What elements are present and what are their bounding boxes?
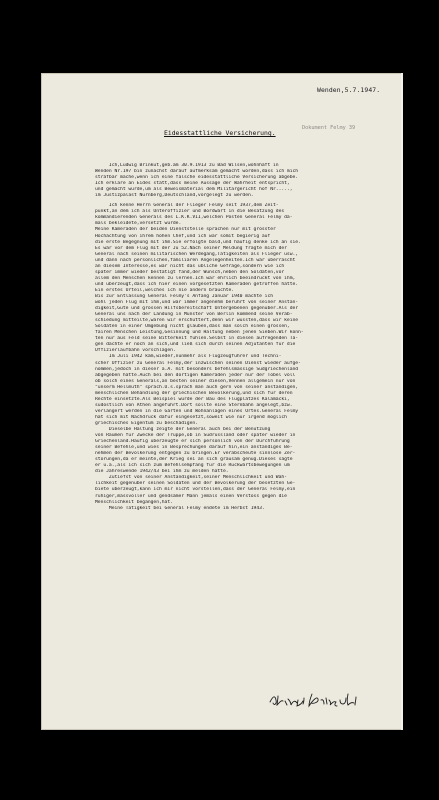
text-line: biete überzeugt,kann ich mir nicht vorstellen,dass der General Felmy,ein — [95, 487, 296, 493]
text-line: kommandierenden Generals des L.K.K.VII,welchen Posten General Felmy da- — [95, 215, 293, 221]
text-line: Menschlichkeit begangen,hat. — [95, 499, 173, 505]
text-line: er u.a.,als ich sich zum Befehlsempfang für die Rückwärtsbewegungen um — [95, 463, 290, 469]
text-line: gen dachte er noch an sich,und ließ sich durch seinen Adjutanten für die — [95, 342, 296, 348]
text-line: ten nur aus Feld seine Bitterkeit fühlen.Selbst in diesen aufregenden Ta- — [95, 336, 299, 342]
document-page — [41, 73, 403, 730]
text-line: an diesem Interesse,es war nicht das übliche Gefrage,sondern wie ich — [95, 263, 285, 269]
document-number-stamp: Dokument Felmy 39 — [302, 125, 356, 131]
text-line: Offizierlaufbahn vorschlagen. — [95, 348, 176, 354]
text-line: Hochachtung von ihrem hohen Chef,und ich war somit begierig auf — [95, 233, 271, 239]
text-line: im Justizpalast Nürnberg,Deutschland,vorgelegt zu werden. — [95, 193, 254, 199]
text-line: Es war vor dem Flug mit der Ju 52.Nach seiner Meldung fragte mich der — [95, 245, 287, 251]
text-line: und überzeugt,dass ich hier einen vorgesetzten Kameraden getroffen hatte. — [95, 281, 299, 287]
text-line: und dann nach persönlichen,familiären Angelegenheiten.Ich war überrascht — [95, 257, 296, 263]
declaration-body-text — [95, 163, 393, 512]
text-line: später immer wieder bestätigt fand,der Wunsch,neben den Soldaten,vor — [95, 269, 285, 275]
text-line: Im Juli 1942 kam,wieder,nunmehr als Flugzeugführer und Techni- — [95, 354, 282, 360]
text-line: Griechenland.Häufig überzeugte er sich persönlich von der Durchführung — [95, 439, 290, 445]
text-line: punkt,an dem ich als Unteroffizier und Bordwart in die Besatzung des — [95, 209, 285, 215]
text-line: General nach seinen militärischen Werdegang,Tätigkeiten als Flieger usw., — [95, 251, 299, 257]
text-line: mals bekleidete,versetzt wurde. — [95, 221, 182, 227]
text-line: Ich kenne Herrn General der Flieger Felmy seit 1937,dem Zeit- — [95, 203, 279, 209]
text-line: von Räumen für Zwecke der Truppe,ob in Südrussland oder später wieder in — [95, 433, 296, 439]
text-line: Ich,Ludwig Brinkut,geb.am 30.9.1913 zu Bad Wilsen,wohnhaft in — [95, 163, 279, 168]
place-date: Wenden,5.7.1947. — [317, 86, 381, 94]
text-line: verlängert werden in die Gärten und Wohnanlagen eines Ortes.General Felmy — [95, 408, 299, 414]
text-line: Zutiefst von seiner Anständigkeit,seiner Menschlichkeit und Wah- — [95, 475, 287, 481]
text-line: südöstlich von Athen angeführt.Dort sollte eine Sternbahn angelegt,bzw. — [95, 402, 293, 408]
text-line: Meine Kameraden der beiden Dienststelle sprachen nur mit grösster — [95, 227, 276, 233]
text-line: seiner Befehle,und wies in Besprechungen darauf hin,ein anständiges Be- — [95, 445, 293, 451]
page-edge — [401, 73, 403, 730]
text-line: Dieselbe Haltung zeigte der General auch bei der Benutzung — [95, 427, 271, 433]
text-line: lichkeit gegenüber seinen Soldaten und der Bevölkerung der besetzten Ge- — [95, 481, 296, 487]
text-line: Rechte einsetzte.Als Beispiel wurde der Bau des Flugplatzes Kalamacki, — [95, 396, 290, 402]
text-line: allem den Menschen kennen zu lernen.Ich war ehrlich beeindruckt von ihm, — [95, 275, 296, 281]
document-title: Eidesstattliche Versicherung. — [164, 129, 276, 137]
text-line: und gemacht wurde,um als Beweismaterial dem Militärgericht hof Nr....., — [95, 187, 293, 193]
text-line: nommen,jedoch in dieser a.A. mit besonders befehlsmässige Südgriechenland — [95, 366, 299, 372]
text-line: ruhiger,massvoller und gendsamer Mann jemals einen Verstoss gegen die — [95, 493, 287, 499]
text-line: fairen Menschen Leistung,Gesinnung und Haltung neben jenen Sieben.Wir konn- — [95, 330, 304, 336]
text-line: wohl jeden Flug mit ihm,und war immer angenehm berührt von seiner Anstän- — [95, 300, 299, 306]
text-line: digkeit,Güte und grossen Hilfsbereitschaft Untergebenen gegenüber.Als der — [95, 306, 299, 312]
handwritten-signature — [266, 688, 371, 710]
text-line: ob solch eines Generals,an besten seiner diesen,Vennen allgemein nur von — [95, 378, 296, 384]
text-line: störungen,da er meinte,der Krieg sei an sich grausam genug.Dieses sagte — [95, 457, 293, 463]
text-line: Ich erkläre an Eides statt,dass meine Aussage der Wahrheit entspricht, — [95, 181, 290, 187]
text-line: scher Offizier zu General Felmy,der inzwischen seinen Dienst wieder aufge- — [95, 360, 301, 366]
text-line: die Jahreswende 1942/43 bei ihm zu melden hatte. — [95, 469, 229, 475]
text-line: Bis zur Entlassung General Felmy's Anfang Januar 1940 machte ich — [95, 293, 274, 299]
text-line: griechisches Eigentum zu beschädigen. — [95, 420, 198, 426]
text-line: strafbar mache,wenn ich eine falsche eidesstattliche Versicherung abgebe. — [95, 175, 299, 181]
text-line: General uns nach der Landung in Münster von Berlin kommend seine Verab- — [95, 312, 293, 318]
text-line: hat sich mit Nachdruck dafür eingesetzt,soweit wie nur irgend möglich — [95, 414, 287, 420]
text-line: menschlichen Behandlung der griechischen Bevölkerung,und sich für deren — [95, 390, 293, 396]
text-line: nehmen der Bevölkerung entgegen zu bringen.Er verabscheute sinnlose Zer- — [95, 451, 296, 457]
text-line: Ein erstes Urteil,welches ich nie ändern brauchte. — [95, 287, 235, 293]
text-line: die erste Begegnung mit ihm.Sie erfolgte bald,und häufig denke ich an sie. — [95, 239, 301, 245]
text-line: Wenden Nr.197 bin zunächst darauf aufmerksam gemacht worden,dass ich mich — [95, 169, 299, 175]
text-line: "unserm Hellmuth" sprach.U.s.sprach man auch gern von seiner anständigen, — [95, 384, 299, 390]
text-line: Soldaten in einer Umgebung nicht glauben,dass man solch einen grossen, — [95, 324, 290, 330]
text-line: abgegeben hatte.Auch bei den dortigen Kameraden jeder nur der Tobel voll — [95, 372, 296, 378]
text-line: Meine Tätigkeit bei General Felmy endete im Herbst 1943. — [95, 505, 265, 511]
text-line: schiedung mitteilte,waren wir erschüttert,denn wir wussten,dass wir keine — [95, 318, 299, 324]
